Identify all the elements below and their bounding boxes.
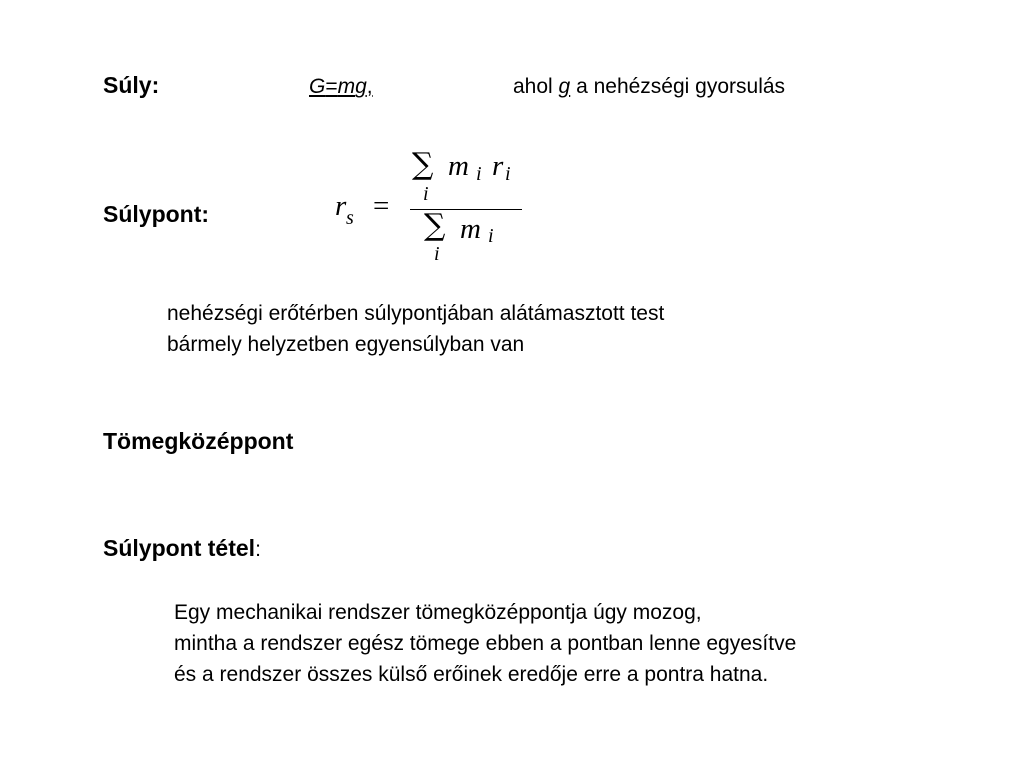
theorem-heading-colon: :: [255, 538, 261, 561]
weight-formula-equals: =: [325, 75, 338, 98]
weight-note-g: g: [558, 75, 571, 98]
theorem-statement: [174, 597, 796, 690]
theorem-line: mintha a rendszer egész tömege ebben a pontban lenne egyesítve: [174, 632, 797, 655]
weight-heading: Súly:: [103, 72, 160, 98]
weight-formula-g: g: [355, 75, 367, 98]
numerator-sum-icon: ∑: [412, 147, 434, 182]
formula-lhs-subscript-s: s: [346, 207, 354, 229]
weight-formula-m: m: [337, 75, 356, 98]
theorem-heading-text: Súlypont tétel: [103, 535, 256, 561]
denominator-sum-icon: ∑: [424, 208, 446, 243]
center-of-gravity-heading: Súlypont:: [103, 201, 210, 227]
weight-formula: [309, 75, 373, 99]
formula-equals: =: [373, 190, 390, 222]
numerator-r: r: [492, 150, 504, 182]
denominator-sum-index: i: [434, 243, 440, 265]
theorem-heading: [103, 535, 261, 562]
denominator-m-subscript: i: [488, 225, 494, 247]
numerator-m-subscript: i: [476, 163, 482, 185]
weight-formula-G: G: [309, 75, 326, 98]
theorem-line: Egy mechanikai rendszer tömegközéppontja úgy mozog,: [174, 601, 702, 624]
numerator-sum-index: i: [423, 183, 429, 205]
description-line: bármely helyzetben egyensúlyban van: [167, 333, 525, 356]
description-line: nehézségi erőtérben súlypontjában alátámasztott test: [167, 302, 665, 325]
center-of-gravity-description: [167, 298, 664, 360]
theorem-line: és a rendszer összes külső erőinek eredője erre a pontra hatna.: [174, 663, 769, 686]
numerator-r-subscript: i: [505, 163, 511, 185]
weight-note-suffix: a nehézségi gyorsulás: [570, 75, 786, 98]
weight-note: [513, 75, 785, 99]
denominator-m: m: [460, 213, 481, 245]
numerator-m: m: [448, 150, 469, 182]
weight-formula-comma: ,: [366, 75, 373, 98]
weight-note-prefix: ahol: [513, 75, 559, 98]
formula-lhs-r: r: [335, 190, 347, 222]
center-of-mass-heading: Tömegközéppont: [103, 428, 294, 454]
